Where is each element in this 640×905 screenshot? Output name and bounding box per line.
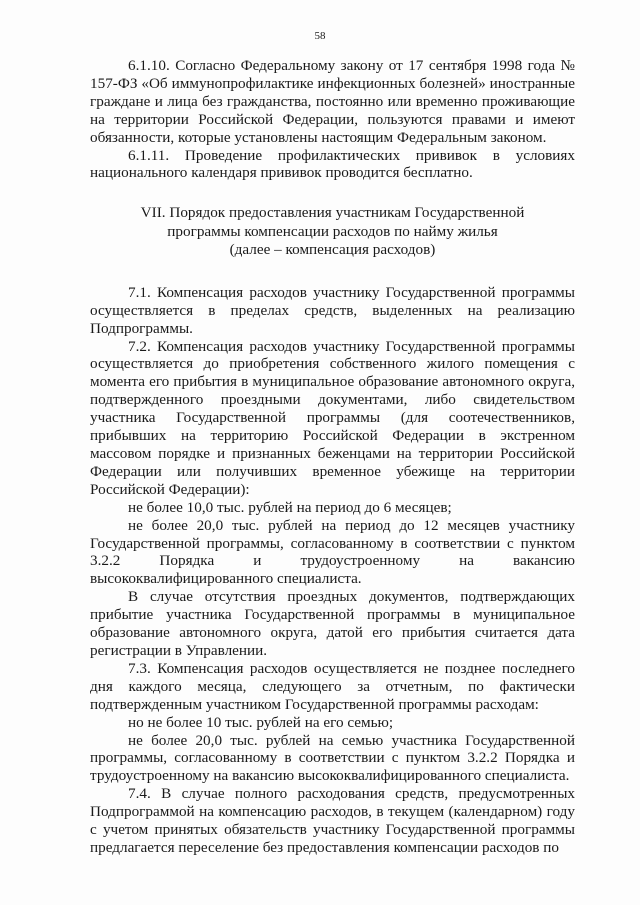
section-heading-line-2: программы компенсации расходов по найму жилья: [167, 222, 498, 240]
paragraph-7-3: 7.3. Компенсация расходов осуществляется не позднее последнего дня каждого месяца, следующего за отчетным, по фактически подтвержденным участником Государственной программы расходам:: [90, 659, 575, 713]
section-heading: [90, 204, 575, 260]
section-heading-line-1: VII. Порядок предоставления участникам Государственной: [140, 204, 525, 222]
paragraph-7-2: 7.2. Компенсация расходов участнику Государственной программы осуществляется до приобретения собственного жилого помещения с момента его прибытия в муниципальное образование автономного округа, подтвержденного проездными документами, либо свидетельством участника Государственной программы (для соотечественников, прибывших на территорию Российской Федерации в экстренном массовом порядке и признанных беженцами на территории Российской Федерации или получивших временное убежище на территории Российской Федерации):: [90, 337, 575, 498]
paragraph-6-1-10: 6.1.10. Согласно Федеральному закону от 17 сентября 1998 года № 157-ФЗ «Об иммунопрофилактике инфекционных болезней» иностранные граждане и лица без гражданства, постоянно или временно проживающие на территории Российской Федерации, пользуются правами и имеют обязанности, которые установлены настоящим Федеральным законом.: [90, 57, 575, 146]
section-heading-line-3: (далее – компенсация расходов): [229, 241, 436, 259]
paragraph-7-4: 7.4. В случае полного расходования средств, предусмотренных Подпрограммой на компенсацию расходов, в текущем (календарном) году с учетом принятых обязательств участнику Государственной программы предлагается переселение без предоставления компенсации расходов по: [90, 785, 575, 856]
paragraph-7-2-item-1: не более 10,0 тыс. рублей на период до 6 месяцев;: [128, 498, 452, 516]
page-number: 58: [314, 30, 326, 42]
paragraph-7-3-item-2: не более 20,0 тыс. рублей на семью участника Государственной программы, согласованному в соответствии с пунктом 3.2.2 Порядка и трудоустроенному на вакансию высококвалифицированного специалиста.: [90, 731, 575, 785]
paragraph-7-2-item-2: не более 20,0 тыс. рублей на период до 12 месяцев участнику Государственной программы, согласованному в соответствии с пунктом 3.2.2 Порядка и трудоустроенному на вакансию высококвалифицированного специалиста.: [90, 516, 575, 588]
paragraph-7-3-item-1: но не более 10 тыс. рублей на его семью;: [128, 713, 394, 731]
paragraph-6-1-11: 6.1.11. Проведение профилактических прививок в условиях национального календаря прививок проводится бесплатно.: [90, 146, 575, 182]
document-body: [90, 57, 575, 857]
paragraph-7-2-note: В случае отсутствия проездных документов, подтверждающих прибытие участника Государственной программы в муниципальное образование автономного округа, датой его прибытия считается дата регистрации в Управлении.: [90, 588, 575, 659]
paragraph-7-1: 7.1. Компенсация расходов участнику Государственной программы осуществляется в пределах средств, выделенных на реализацию Подпрограммы.: [90, 283, 575, 337]
